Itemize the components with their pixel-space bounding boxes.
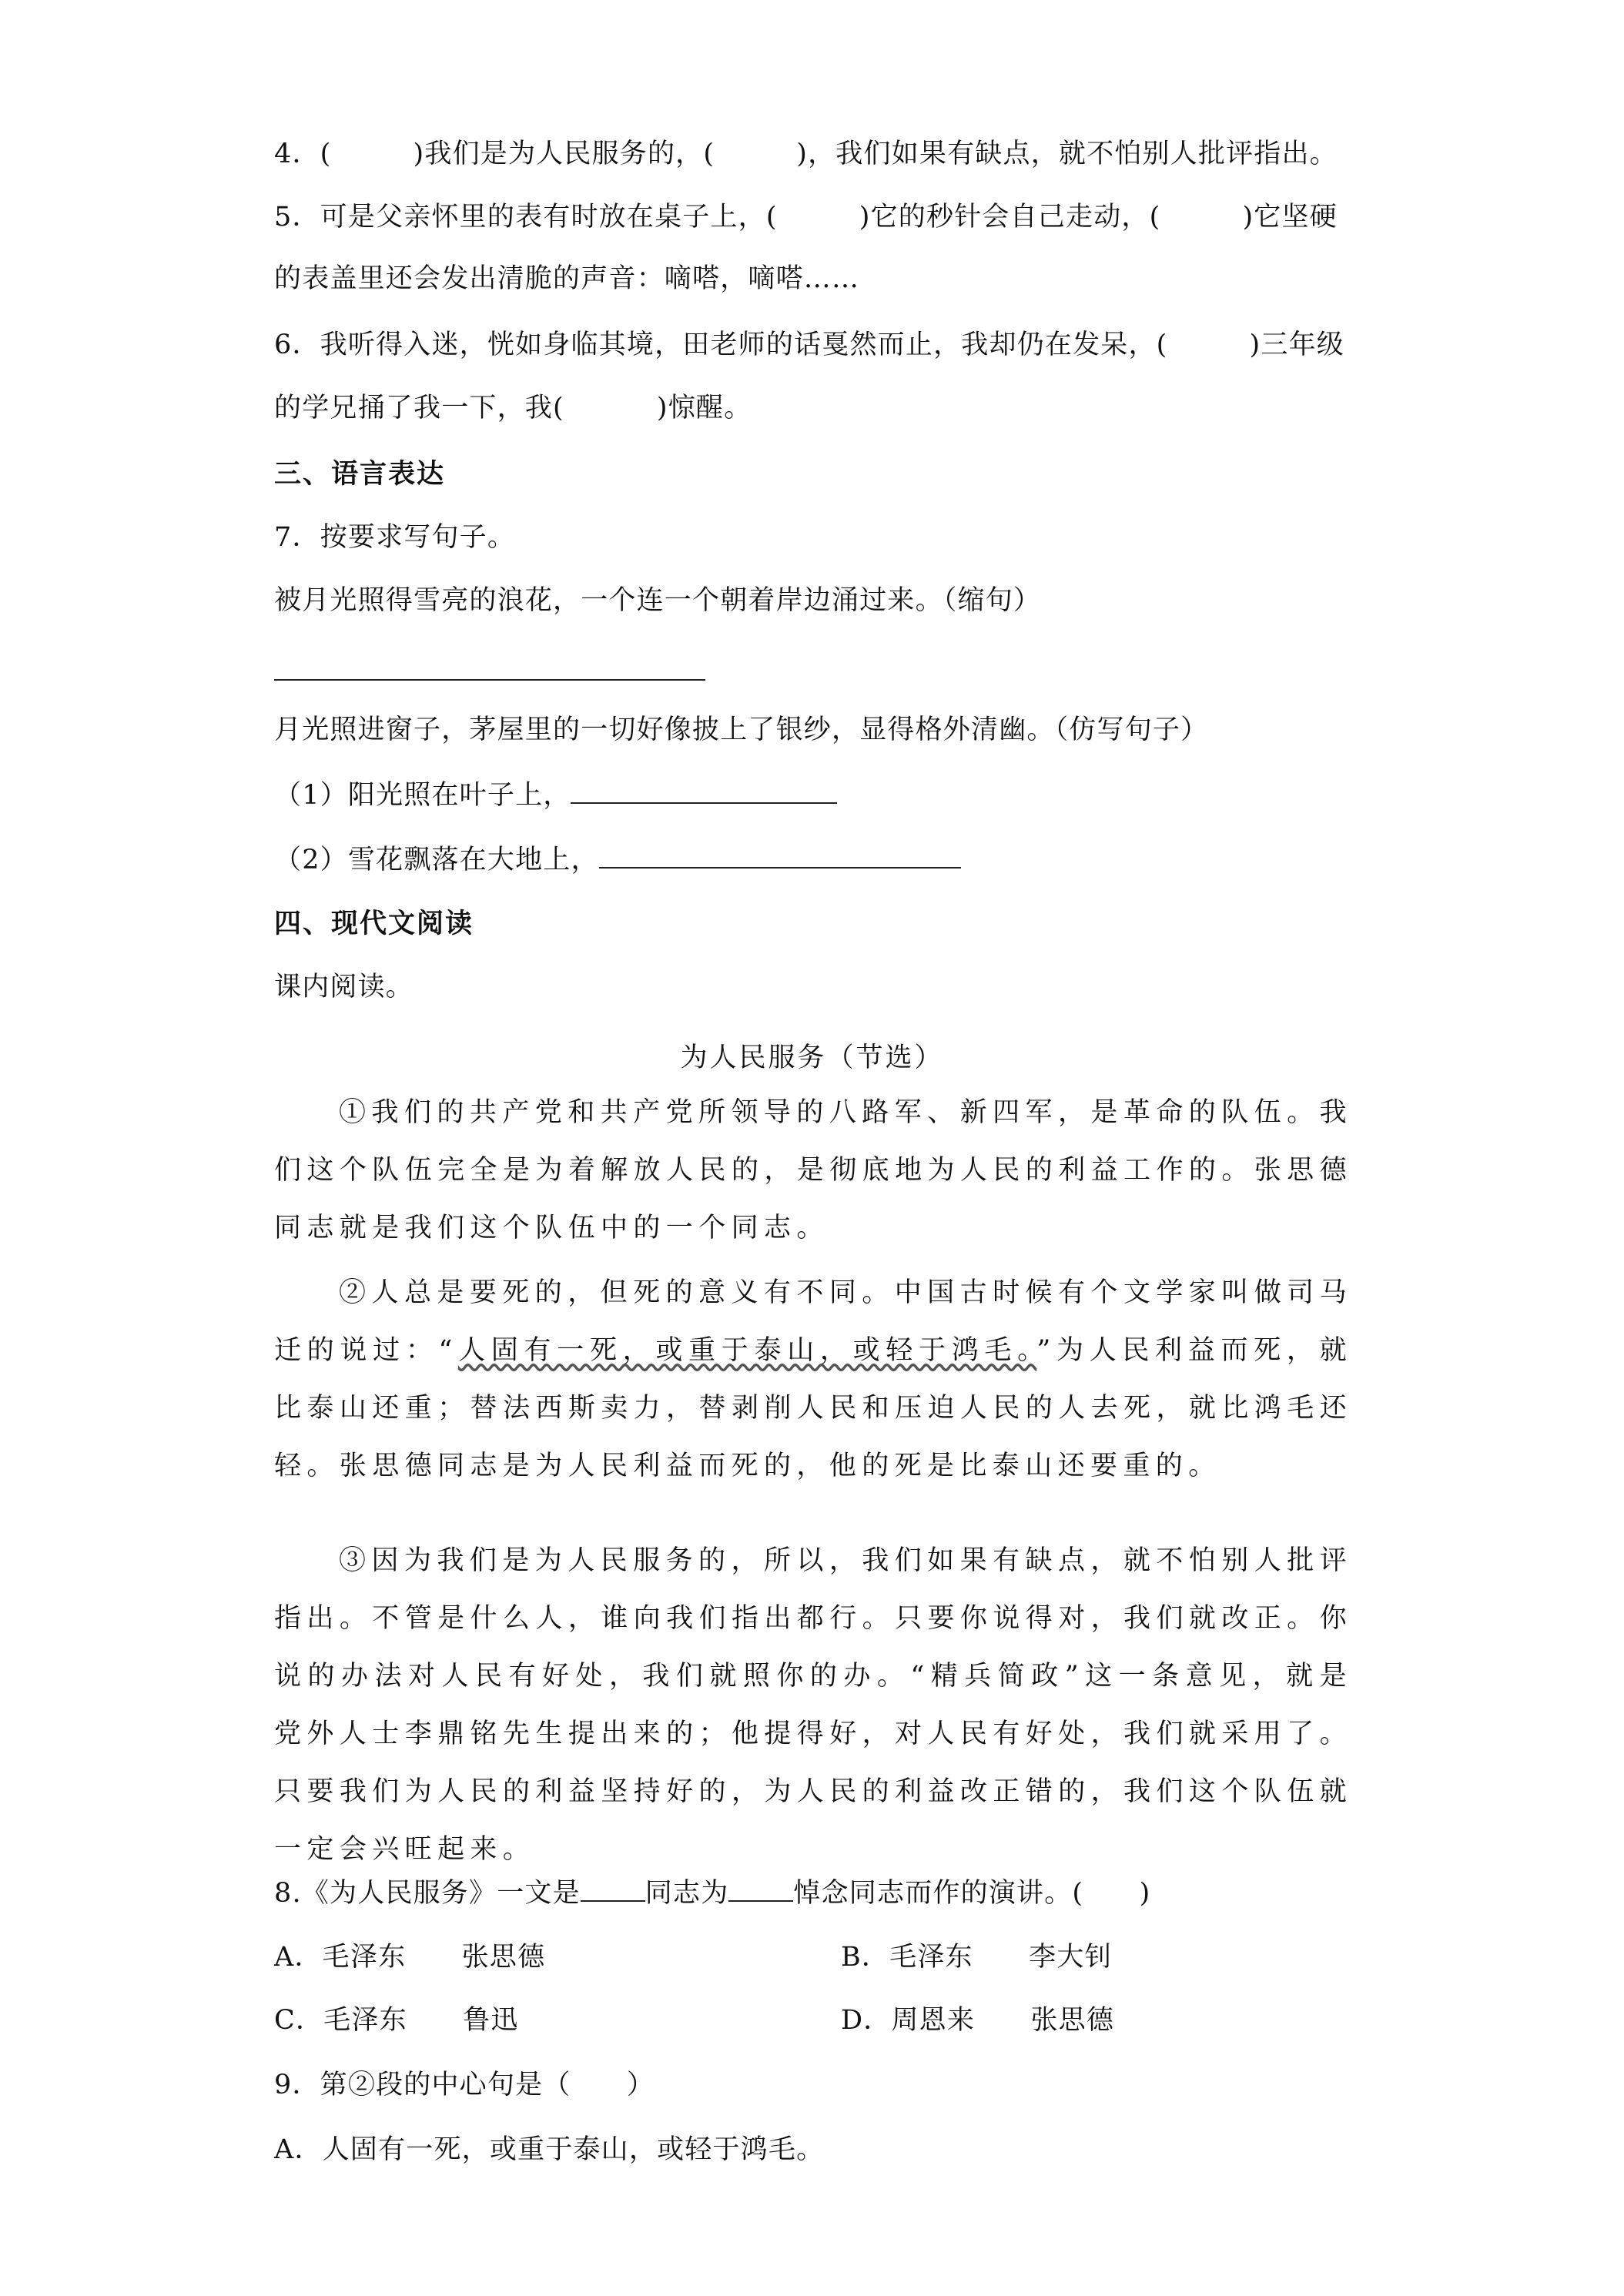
question-8-stem: 8.《为人民服务》一文是 同志为 悼念同志而作的演讲。( )	[274, 1878, 1151, 1909]
question-4: 4．( )我们是为人民服务的，( )，我们如果有缺点，就不怕别人批评指出。	[274, 139, 1338, 169]
question-7-sentence-2: 月光照进窗子，茅屋里的一切好像披上了银纱，显得格外清幽。（仿写句子）	[274, 715, 1209, 745]
question-6-line-1: 6．我听得入迷，恍如身临其境，田老师的话戛然而止，我却仍在发呆，( )三年级	[274, 330, 1344, 360]
passage-title: 为人民服务（节选）	[680, 1043, 944, 1073]
answer-line-2[interactable]	[571, 779, 837, 804]
question-8-option-c[interactable]: C．毛泽东 鲁迅	[274, 2005, 519, 2036]
question-7-sentence-1: 被月光照得雪亮的浪花，一个连一个朝着岸边涌过来。（缩句）	[274, 585, 1042, 616]
question-5-line-2: 的表盖里还会发出清脆的声音：嘀嗒，嘀嗒……	[274, 263, 860, 294]
passage-paragraph-2: ②人总是要死的，但死的意义有不同。中国古时候有个文学家叫做司马迁的说过：“人固有一死，或重于泰山，或轻于鸿毛。”为人民利益而死，就比泰山还重；替法西斯卖力，替剥削人民和压迫人民的人去死，就比鸿毛还轻。张思德同志是为人民利益而死的，他的死是比泰山还要重的。	[274, 1277, 1352, 1481]
blank-8-1[interactable]	[581, 1877, 645, 1902]
question-7-sub-2: （2）雪花飘落在大地上，	[274, 844, 961, 875]
answer-line-1[interactable]	[274, 679, 705, 681]
answer-line-3[interactable]	[599, 844, 961, 869]
passage-paragraph-3: ③因为我们是为人民服务的，所以，我们如果有缺点，就不怕别人批评指出。不管是什么人，谁向我们指出都行。只要你说得对，我们就改正。你说的办法对人民有好处，我们就照你的办。“精兵简政”这一条意见，就是党外人士李鼎铭先生提出来的；他提得好，对人民有好处，我们就采用了。只要我们为人民的利益坚持好的，为人民的利益改正错的，我们这个队伍就一定会兴旺起来。	[274, 1545, 1352, 1865]
question-6-line-2: 的学兄捅了我一下，我( )惊醒。	[274, 393, 752, 423]
question-9-stem: 9．第②段的中心句是（ ）	[274, 2070, 655, 2100]
question-8-option-b[interactable]: B．毛泽东 李大钊	[841, 1942, 1113, 1973]
question-7-sub-1: （1）阳光照在叶子上，	[274, 779, 837, 811]
question-5-line-1: 5．可是父亲怀里的表有时放在桌子上，( )它的秒针会自己走动，( )它坚硬	[274, 202, 1338, 233]
question-8-option-d[interactable]: D．周恩来 张思德	[841, 2005, 1115, 2036]
reading-intro: 课内阅读。	[274, 972, 414, 1002]
section-4-heading: 四、现代文阅读	[274, 908, 474, 939]
quote-underlined: 人固有一死，或重于泰山，或轻于鸿毛。	[457, 1335, 1037, 1366]
question-9-option-a[interactable]: A．人固有一死，或重于泰山，或轻于鸿毛。	[274, 2134, 825, 2165]
question-8-option-a[interactable]: A．毛泽东 张思德	[274, 1942, 546, 1973]
section-3-heading: 三、语言表达	[274, 458, 446, 490]
blank-8-2[interactable]	[728, 1877, 793, 1902]
question-7-stem: 7．按要求写句子。	[274, 522, 516, 553]
passage-paragraph-1: ①我们的共产党和共产党所领导的八路军、新四军，是革命的队伍。我们这个队伍完全是为着解放人民的，是彻底地为人民的利益工作的。张思德同志就是我们这个队伍中的一个同志。	[274, 1097, 1352, 1243]
